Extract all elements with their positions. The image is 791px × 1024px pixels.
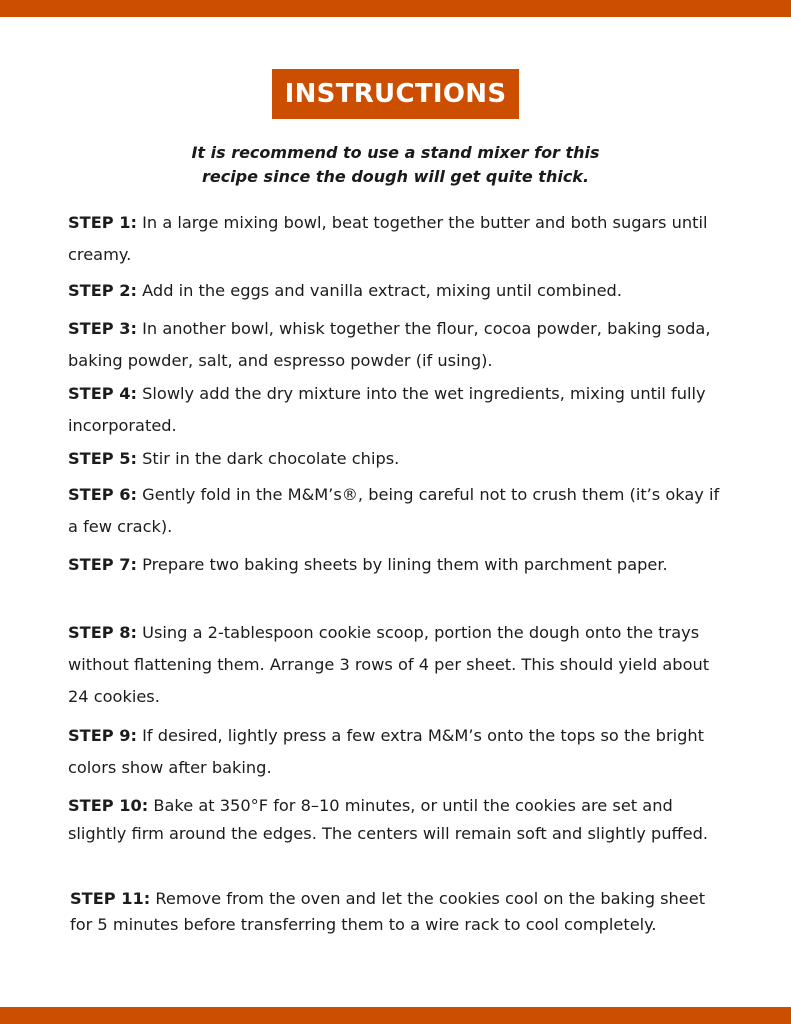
step-text: Stir in the dark chocolate chips.	[137, 449, 400, 468]
step-text: Prepare two baking sheets by lining them with parchment paper.	[137, 555, 668, 574]
note-line-1: It is recommend to use a stand mixer for this	[191, 143, 600, 162]
step-5	[68, 443, 728, 475]
step-label: STEP 3:	[68, 319, 137, 338]
step-6	[68, 479, 728, 543]
title-banner	[272, 69, 519, 119]
step-text: If desired, lightly press a few extra M&M’s onto the tops so the bright colors show after baking.	[68, 726, 704, 777]
step-2	[68, 275, 728, 307]
step-text: Bake at 350°F for 8–10 minutes, or until the cookies are set and slightly firm around the edges. The centers will remain soft and slightly puffed.	[68, 796, 709, 843]
step-7	[68, 549, 728, 581]
step-label: STEP 6:	[68, 485, 137, 504]
step-label: STEP 2:	[68, 281, 137, 300]
step-text: In a large mixing bowl, beat together the butter and both sugars until creamy.	[68, 213, 708, 264]
bottom-accent-bar	[0, 1007, 791, 1024]
step-label: STEP 8:	[68, 623, 137, 642]
step-label: STEP 7:	[68, 555, 137, 574]
page-title: INSTRUCTIONS	[284, 79, 507, 109]
step-3	[68, 313, 728, 377]
step-text: Using a 2-tablespoon cookie scoop, portion the dough onto the trays without flattening them. Arrange 3 rows of 4 per sheet. This should yield about 24 cookies.	[68, 623, 710, 706]
recommendation-note	[150, 141, 641, 189]
step-label: STEP 1:	[68, 213, 137, 232]
step-label: STEP 9:	[68, 726, 137, 745]
top-accent-bar	[0, 0, 791, 17]
step-text: Remove from the oven and let the cookies cool on the baking sheet for 5 minutes before transferring them to a wire rack to cool completely.	[70, 889, 706, 934]
step-text: Add in the eggs and vanilla extract, mixing until combined.	[137, 281, 622, 300]
step-label: STEP 10:	[68, 796, 149, 815]
step-10	[68, 792, 728, 848]
step-label: STEP 4:	[68, 384, 137, 403]
step-1	[68, 207, 728, 271]
step-text: In another bowl, whisk together the flour, cocoa powder, baking soda, baking powder, salt, and espresso powder (if using).	[68, 319, 711, 370]
step-text: Slowly add the dry mixture into the wet ingredients, mixing until fully incorporated.	[68, 384, 706, 435]
step-11	[70, 886, 710, 938]
step-9	[68, 720, 728, 784]
step-label: STEP 5:	[68, 449, 137, 468]
step-text: Gently fold in the M&M’s®, being careful not to crush them (it’s okay if a few crack).	[68, 485, 720, 536]
step-label: STEP 11:	[70, 889, 151, 908]
step-4	[68, 378, 728, 442]
step-8	[68, 617, 728, 713]
note-line-2: recipe since the dough will get quite thick.	[201, 167, 590, 186]
